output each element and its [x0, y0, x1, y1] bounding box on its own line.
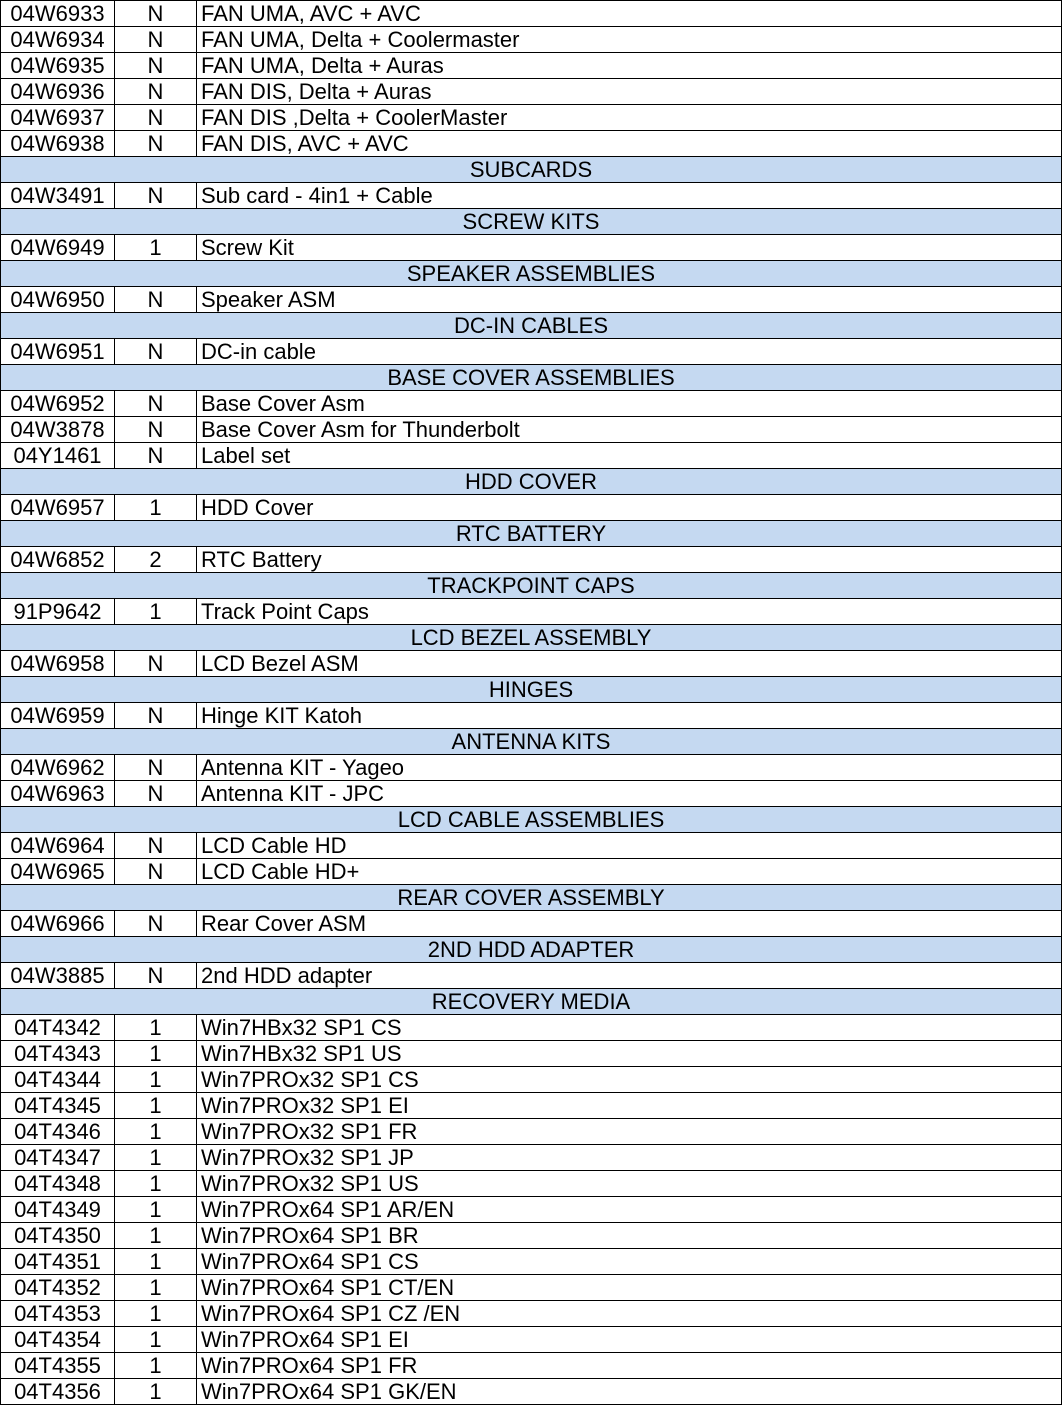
fru-number-cell: 04T4355	[1, 1353, 115, 1379]
quantity-cell: N	[115, 781, 197, 807]
quantity-cell: N	[115, 1, 197, 27]
quantity-cell: 1	[115, 1353, 197, 1379]
description-cell: HDD Cover	[197, 495, 1062, 521]
table-row	[1, 1249, 1062, 1275]
quantity-cell: 1	[115, 1015, 197, 1041]
section-header-row	[1, 625, 1062, 651]
table-row	[1, 833, 1062, 859]
description-cell: Win7PROx64 SP1 BR	[197, 1223, 1062, 1249]
fru-number-cell: 04W6964	[1, 833, 115, 859]
table-row	[1, 1145, 1062, 1171]
table-row	[1, 1041, 1062, 1067]
table-row	[1, 183, 1062, 209]
table-row	[1, 1353, 1062, 1379]
description-cell: DC-in cable	[197, 339, 1062, 365]
description-cell: LCD Cable HD	[197, 833, 1062, 859]
quantity-cell: 1	[115, 1171, 197, 1197]
section-header-row	[1, 521, 1062, 547]
section-title: LCD BEZEL ASSEMBLY	[1, 625, 1062, 651]
fru-number-cell: 04W3491	[1, 183, 115, 209]
quantity-cell: N	[115, 963, 197, 989]
section-title: RECOVERY MEDIA	[1, 989, 1062, 1015]
section-header-row	[1, 937, 1062, 963]
fru-number-cell: 04T4344	[1, 1067, 115, 1093]
description-cell: Track Point Caps	[197, 599, 1062, 625]
fru-number-cell: 04W6937	[1, 105, 115, 131]
description-cell: Hinge KIT Katoh	[197, 703, 1062, 729]
table-row	[1, 1379, 1062, 1405]
fru-number-cell: 91P9642	[1, 599, 115, 625]
table-row	[1, 1067, 1062, 1093]
description-cell: Win7PROx64 SP1 EI	[197, 1327, 1062, 1353]
section-header-row	[1, 469, 1062, 495]
fru-number-cell: 04T4346	[1, 1119, 115, 1145]
table-row	[1, 911, 1062, 937]
quantity-cell: N	[115, 417, 197, 443]
fru-number-cell: 04T4348	[1, 1171, 115, 1197]
description-cell: Antenna KIT - JPC	[197, 781, 1062, 807]
fru-number-cell: 04W6959	[1, 703, 115, 729]
table-row	[1, 1015, 1062, 1041]
section-header-row	[1, 807, 1062, 833]
description-cell: Antenna KIT - Yageo	[197, 755, 1062, 781]
quantity-cell: 1	[115, 1327, 197, 1353]
table-row	[1, 1327, 1062, 1353]
table-row	[1, 391, 1062, 417]
description-cell: Base Cover Asm for Thunderbolt	[197, 417, 1062, 443]
table-row	[1, 1275, 1062, 1301]
quantity-cell: 1	[115, 1041, 197, 1067]
table-row	[1, 53, 1062, 79]
description-cell: Label set	[197, 443, 1062, 469]
fru-number-cell: 04W6963	[1, 781, 115, 807]
table-row	[1, 1093, 1062, 1119]
quantity-cell: 1	[115, 599, 197, 625]
table-row	[1, 1223, 1062, 1249]
parts-table-body	[1, 1, 1062, 1405]
quantity-cell: 1	[115, 1379, 197, 1405]
fru-number-cell: 04T4347	[1, 1145, 115, 1171]
fru-number-cell: 04W6952	[1, 391, 115, 417]
description-cell: FAN DIS ,Delta + CoolerMaster	[197, 105, 1062, 131]
table-row	[1, 859, 1062, 885]
description-cell: 2nd HDD adapter	[197, 963, 1062, 989]
quantity-cell: N	[115, 287, 197, 313]
quantity-cell: 1	[115, 1275, 197, 1301]
description-cell: LCD Cable HD+	[197, 859, 1062, 885]
fru-number-cell: 04W6957	[1, 495, 115, 521]
table-row	[1, 105, 1062, 131]
section-header-row	[1, 209, 1062, 235]
table-row	[1, 755, 1062, 781]
table-row	[1, 703, 1062, 729]
quantity-cell: N	[115, 105, 197, 131]
table-row	[1, 235, 1062, 261]
fru-number-cell: 04W6958	[1, 651, 115, 677]
description-cell: Win7PROx64 SP1 CS	[197, 1249, 1062, 1275]
description-cell: Screw Kit	[197, 235, 1062, 261]
table-row	[1, 781, 1062, 807]
fru-number-cell: 04W6935	[1, 53, 115, 79]
table-row	[1, 287, 1062, 313]
quantity-cell: 1	[115, 1301, 197, 1327]
fru-number-cell: 04T4343	[1, 1041, 115, 1067]
quantity-cell: N	[115, 391, 197, 417]
fru-number-cell: 04W6962	[1, 755, 115, 781]
fru-number-cell: 04Y1461	[1, 443, 115, 469]
table-row	[1, 599, 1062, 625]
section-title: TRACKPOINT CAPS	[1, 573, 1062, 599]
table-row	[1, 443, 1062, 469]
table-row	[1, 1301, 1062, 1327]
quantity-cell: 1	[115, 1249, 197, 1275]
section-title: SUBCARDS	[1, 157, 1062, 183]
fru-number-cell: 04W6933	[1, 1, 115, 27]
fru-number-cell: 04T4342	[1, 1015, 115, 1041]
fru-number-cell: 04T4345	[1, 1093, 115, 1119]
description-cell: Win7PROx32 SP1 FR	[197, 1119, 1062, 1145]
fru-number-cell: 04W6966	[1, 911, 115, 937]
quantity-cell: N	[115, 443, 197, 469]
description-cell: FAN UMA, AVC + AVC	[197, 1, 1062, 27]
fru-number-cell: 04T4349	[1, 1197, 115, 1223]
quantity-cell: 1	[115, 235, 197, 261]
fru-number-cell: 04W6852	[1, 547, 115, 573]
quantity-cell: N	[115, 79, 197, 105]
quantity-cell: N	[115, 339, 197, 365]
table-row	[1, 547, 1062, 573]
section-header-row	[1, 313, 1062, 339]
quantity-cell: N	[115, 911, 197, 937]
section-header-row	[1, 729, 1062, 755]
description-cell: Win7HBx32 SP1 CS	[197, 1015, 1062, 1041]
section-header-row	[1, 365, 1062, 391]
description-cell: RTC Battery	[197, 547, 1062, 573]
fru-number-cell: 04T4353	[1, 1301, 115, 1327]
description-cell: LCD Bezel ASM	[197, 651, 1062, 677]
table-row	[1, 963, 1062, 989]
section-title: RTC BATTERY	[1, 521, 1062, 547]
quantity-cell: 1	[115, 1119, 197, 1145]
description-cell: Win7PROx32 SP1 CS	[197, 1067, 1062, 1093]
description-cell: FAN UMA, Delta + Coolermaster	[197, 27, 1062, 53]
section-title: SPEAKER ASSEMBLIES	[1, 261, 1062, 287]
description-cell: Speaker ASM	[197, 287, 1062, 313]
quantity-cell: N	[115, 183, 197, 209]
fru-number-cell: 04W6934	[1, 27, 115, 53]
table-row	[1, 1197, 1062, 1223]
fru-number-cell: 04W6936	[1, 79, 115, 105]
quantity-cell: 1	[115, 1067, 197, 1093]
quantity-cell: N	[115, 651, 197, 677]
description-cell: Win7PROx32 SP1 US	[197, 1171, 1062, 1197]
table-row	[1, 79, 1062, 105]
description-cell: Win7PROx32 SP1 JP	[197, 1145, 1062, 1171]
fru-number-cell: 04W6951	[1, 339, 115, 365]
section-title: BASE COVER ASSEMBLIES	[1, 365, 1062, 391]
description-cell: Win7PROx64 SP1 FR	[197, 1353, 1062, 1379]
quantity-cell: 1	[115, 1093, 197, 1119]
quantity-cell: N	[115, 755, 197, 781]
section-header-row	[1, 573, 1062, 599]
quantity-cell: 1	[115, 495, 197, 521]
fru-number-cell: 04W6950	[1, 287, 115, 313]
quantity-cell: N	[115, 27, 197, 53]
quantity-cell: N	[115, 703, 197, 729]
quantity-cell: 2	[115, 547, 197, 573]
table-row	[1, 339, 1062, 365]
description-cell: Win7PROx64 SP1 CZ /EN	[197, 1301, 1062, 1327]
fru-number-cell: 04W6965	[1, 859, 115, 885]
description-cell: Win7PROx64 SP1 GK/EN	[197, 1379, 1062, 1405]
description-cell: Win7PROx32 SP1 EI	[197, 1093, 1062, 1119]
table-row	[1, 1, 1062, 27]
section-title: 2ND HDD ADAPTER	[1, 937, 1062, 963]
table-row	[1, 495, 1062, 521]
fru-number-cell: 04W3878	[1, 417, 115, 443]
fru-number-cell: 04T4351	[1, 1249, 115, 1275]
fru-number-cell: 04T4354	[1, 1327, 115, 1353]
table-row	[1, 27, 1062, 53]
quantity-cell: 1	[115, 1197, 197, 1223]
quantity-cell: N	[115, 131, 197, 157]
description-cell: Rear Cover ASM	[197, 911, 1062, 937]
section-title: LCD CABLE ASSEMBLIES	[1, 807, 1062, 833]
fru-number-cell: 04W6938	[1, 131, 115, 157]
quantity-cell: N	[115, 833, 197, 859]
table-row	[1, 651, 1062, 677]
section-header-row	[1, 157, 1062, 183]
description-cell: FAN UMA, Delta + Auras	[197, 53, 1062, 79]
table-row	[1, 1171, 1062, 1197]
description-cell: Win7PROx64 SP1 CT/EN	[197, 1275, 1062, 1301]
section-title: DC-IN CABLES	[1, 313, 1062, 339]
description-cell: FAN DIS, AVC + AVC	[197, 131, 1062, 157]
fru-number-cell: 04T4352	[1, 1275, 115, 1301]
fru-number-cell: 04T4356	[1, 1379, 115, 1405]
section-title: HINGES	[1, 677, 1062, 703]
quantity-cell: 1	[115, 1223, 197, 1249]
table-row	[1, 417, 1062, 443]
quantity-cell: N	[115, 53, 197, 79]
section-title: SCREW KITS	[1, 209, 1062, 235]
fru-number-cell: 04T4350	[1, 1223, 115, 1249]
description-cell: Base Cover Asm	[197, 391, 1062, 417]
description-cell: Win7PROx64 SP1 AR/EN	[197, 1197, 1062, 1223]
section-title: ANTENNA KITS	[1, 729, 1062, 755]
table-row	[1, 1119, 1062, 1145]
fru-number-cell: 04W3885	[1, 963, 115, 989]
section-header-row	[1, 677, 1062, 703]
section-title: REAR COVER ASSEMBLY	[1, 885, 1062, 911]
section-header-row	[1, 885, 1062, 911]
section-title: HDD COVER	[1, 469, 1062, 495]
description-cell: FAN DIS, Delta + Auras	[197, 79, 1062, 105]
quantity-cell: 1	[115, 1145, 197, 1171]
fru-number-cell: 04W6949	[1, 235, 115, 261]
section-header-row	[1, 261, 1062, 287]
section-header-row	[1, 989, 1062, 1015]
table-row	[1, 131, 1062, 157]
quantity-cell: N	[115, 859, 197, 885]
description-cell: Win7HBx32 SP1 US	[197, 1041, 1062, 1067]
description-cell: Sub card - 4in1 + Cable	[197, 183, 1062, 209]
